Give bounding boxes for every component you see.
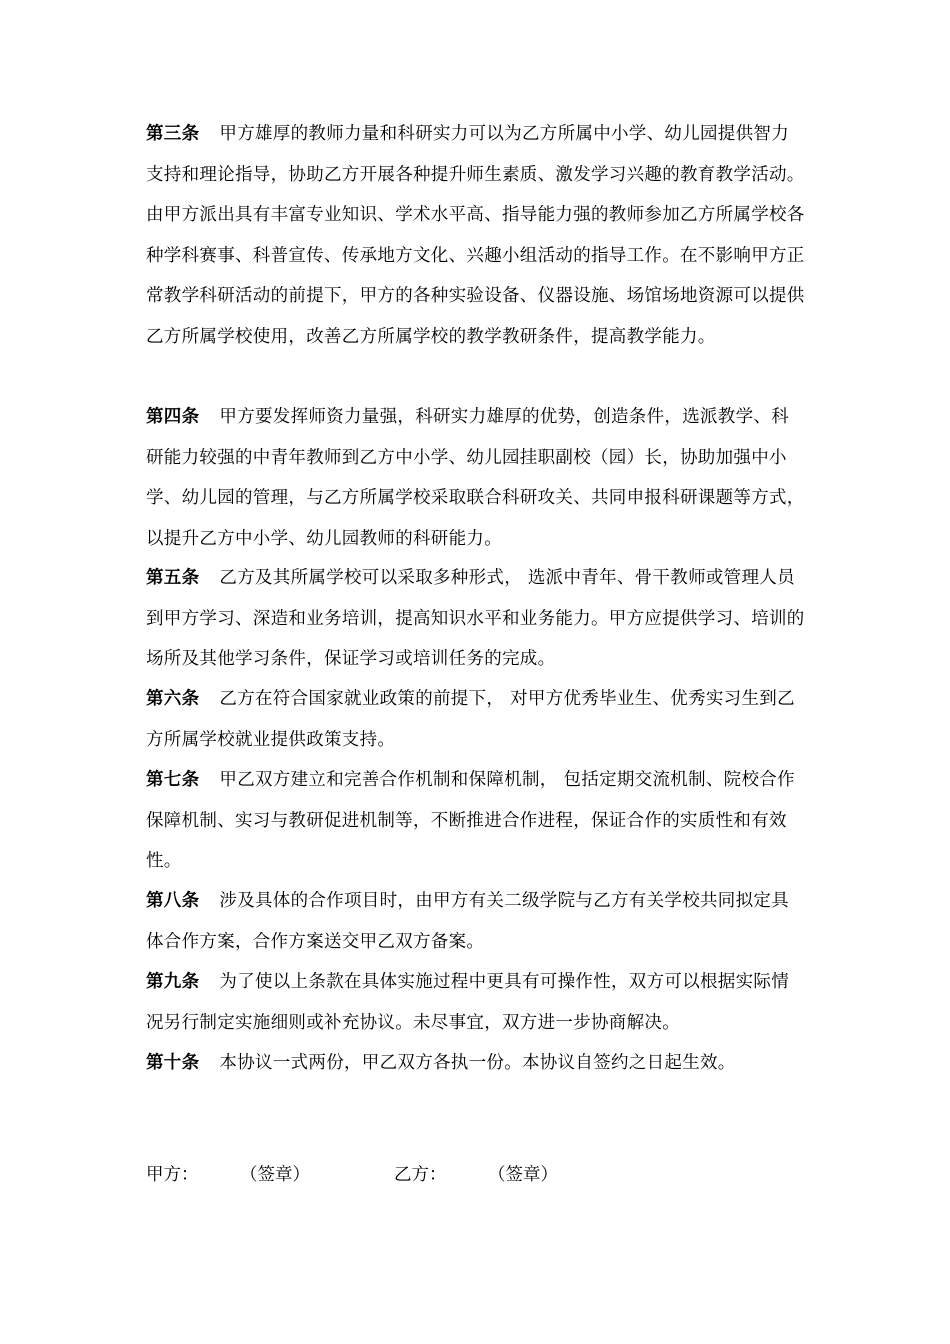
article-7	[146, 760, 806, 882]
article-text: 乙方及其所属学校可以采取多种形式， 选派中青年、骨干教师或管理人员到甲方学习、深造和业务培训，提高知识水平和业务能力。甲方应提供学习、培训的场所及其他学习条件，保证学习或培训任务的完成。	[146, 568, 805, 669]
article-number: 第四条	[146, 407, 200, 427]
article-text: 甲方要发挥师资力量强，科研实力雄厚的优势，创造条件，选派教学、科研能力较强的中青年教师到乙方中小学、幼儿园挂职副校（园）长，协助加强中小学、幼儿园的管理，与乙方所属学校采取联合科研攻关、共同申报科研课题等方式，以提升乙方中小学、幼儿园教师的科研能力。	[146, 407, 805, 549]
article-text: 本协议一式两份，甲乙双方各执一份。本协议自签约之日起生效。	[219, 1053, 736, 1073]
party-b-seal: （签章）	[488, 1165, 558, 1185]
article-text: 乙方在符合国家就业政策的前提下， 对甲方优秀毕业生、优秀实习生到乙方所属学校就业提供政策支持。	[146, 689, 795, 750]
article-number: 第九条	[146, 972, 200, 992]
article-4	[146, 397, 806, 559]
article-9	[146, 962, 806, 1043]
article-text: 甲方雄厚的教师力量和科研实力可以为乙方所属中小学、幼儿园提供智力支持和理论指导，协助乙方开展各种提升师生素质、激发学习兴趣的教育教学活动。由甲方派出具有丰富专业知识、学术水平高、指导能力强的教师参加乙方所属学校各种学科赛事、科普宣传、传承地方文化、兴趣小组活动的指导工作。在不影响甲方正常教学科研活动的前提下，甲方的各种实验设备、仪器设施、场馆场地资源可以提供乙方所属学校使用，改善乙方所属学校的教学教研条件，提高教学能力。	[146, 124, 805, 347]
article-number: 第三条	[146, 124, 200, 144]
party-a-label: 甲方：	[146, 1165, 199, 1185]
article-text: 为了使以上条款在具体实施过程中更具有可操作性，双方可以根据实际情况另行制定实施细则或补充协议。未尽事宜，双方进一步协商解决。	[146, 972, 790, 1033]
article-6	[146, 679, 806, 760]
article-text: 涉及具体的合作项目时，由甲方有关二级学院与乙方有关学校共同拟定具体合作方案，合作方案送交甲乙双方备案。	[146, 891, 790, 952]
article-number: 第十条	[146, 1053, 200, 1073]
article-5	[146, 558, 806, 680]
party-b-label: 乙方：	[394, 1165, 447, 1185]
article-number: 第五条	[146, 568, 200, 588]
article-number: 第八条	[146, 891, 200, 911]
article-number: 第七条	[146, 770, 200, 790]
article-text: 甲乙双方建立和完善合作机制和保障机制， 包括定期交流机制、院校合作保障机制、实习与教研促进机制等，不断推进合作进程，保证合作的实质性和有效性。	[146, 770, 795, 871]
article-8	[146, 881, 806, 962]
signature-row	[146, 1160, 806, 1190]
article-10	[146, 1043, 806, 1084]
party-a-seal: （签章）	[240, 1165, 310, 1185]
article-number: 第六条	[146, 689, 200, 709]
article-3	[146, 114, 806, 357]
